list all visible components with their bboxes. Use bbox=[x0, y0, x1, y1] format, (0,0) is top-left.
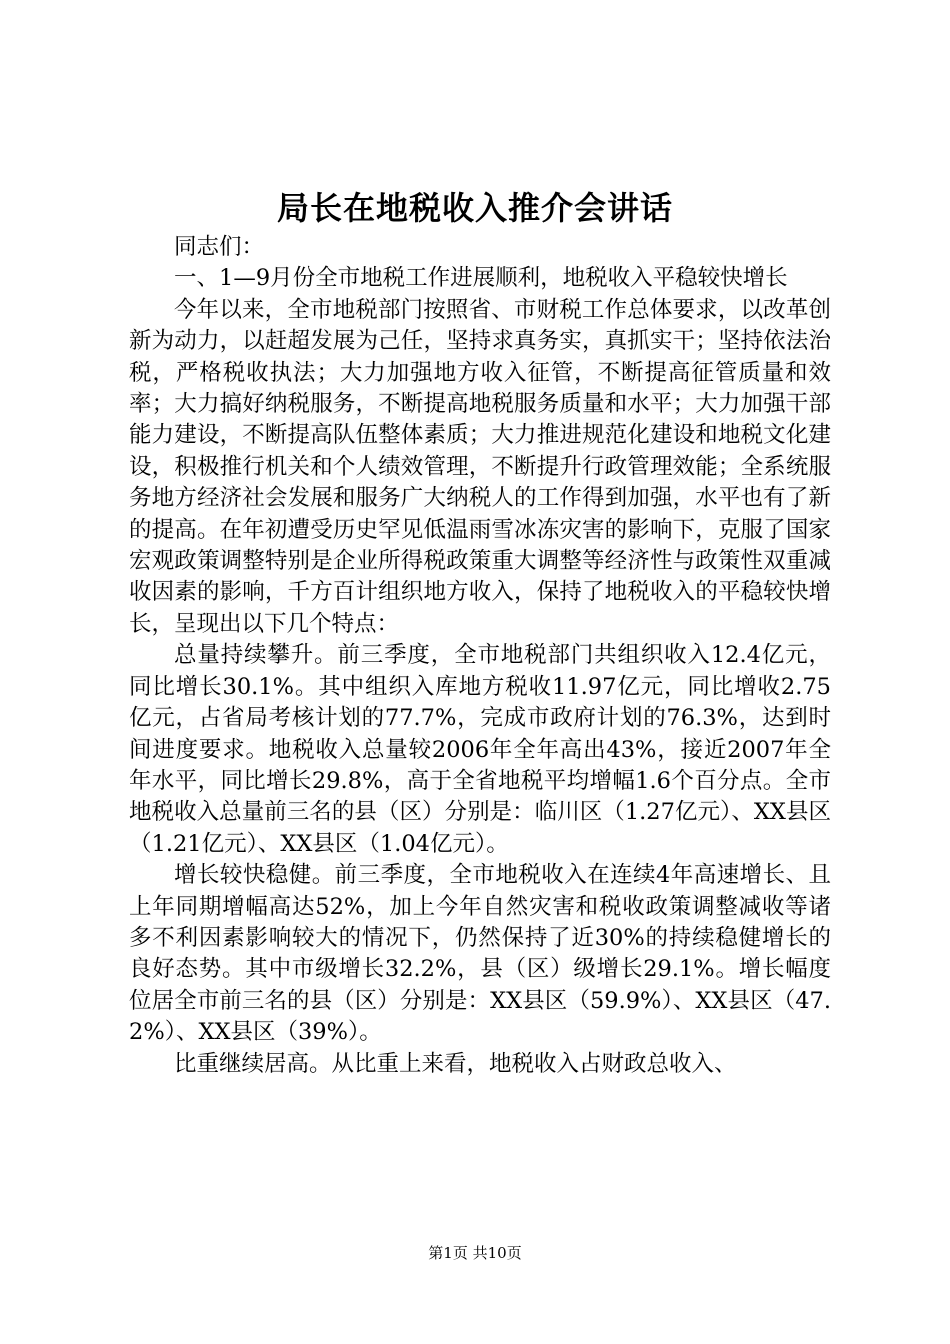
document-body bbox=[129, 232, 831, 1080]
document-title: 局长在地税收入推介会讲话 bbox=[276, 189, 673, 227]
body-paragraph: 比重继续居高。从比重上来看，地税收入占财政总收入、 bbox=[174, 1050, 737, 1077]
body-paragraph: 增长较快稳健。前三季度，全市地税收入在连续4年高速增长、且上年同期增幅高达52%，加上今年自然灾害和税收政策调整减收等诸多不利因素影响较大的情况下，仍然保持了近30%的持续稳健增长的良好态势。其中市级增长32.2%，县（区）级增长29.1%。增长幅度位居全市前三名的县（区）分别是：XX县区（59.9%）、XX县区（47.2%）、XX县区（39%）。 bbox=[129, 862, 831, 1046]
section-heading-paragraph: 一、1—9月份全市地税工作进展顺利，地税收入平稳较快增长 bbox=[174, 265, 788, 292]
body-paragraph: 今年以来，全市地税部门按照省、市财税工作总体要求，以改革创新为动力，以赶超发展为己任，坚持求真务实，真抓实干；坚持依法治税，严格税收执法；大力加强地方收入征管，不断提高征管质量和效率；大力搞好纳税服务，不断提高地税服务质量和水平；大力加强干部能力建设，不断提高队伍整体素质；大力推进规范化建设和地税文化建设，积极推行机关和个人绩效管理，不断提升行政管理效能；全系统服务地方经济社会发展和服务广大纳税人的工作得到加强，水平也有了新的提高。在年初遭受历史罕见低温雨雪冰冻灾害的影响下，克服了国家宏观政策调整特别是企业所得税政策重大调整等经济性与政策性双重减收因素的影响，千方百计组织地方收入，保持了地税收入的平稳较快增长，呈现出以下几个特点： bbox=[129, 296, 831, 637]
page-footer: 第1页 共10页 bbox=[428, 1244, 522, 1262]
body-paragraph: 总量持续攀升。前三季度，全市地税部门共组织收入12.4亿元，同比增长30.1%。其中组织入库地方税收11.97亿元，同比增收2.75亿元，占省局考核计划的77.7%，完成市政府计划的76.3%，达到时间进度要求。地税收入总量较2006年全年高出43%，接近2007年全年水平，同比增长29.8%，高于全省地税平均增幅1.6个百分点。全市地税收入总量前三名的县（区）分别是：临川区（1.27亿元）、XX县区（1.21亿元）、XX县区（1.04亿元）。 bbox=[129, 642, 831, 857]
salutation-paragraph: 同志们： bbox=[174, 234, 265, 260]
